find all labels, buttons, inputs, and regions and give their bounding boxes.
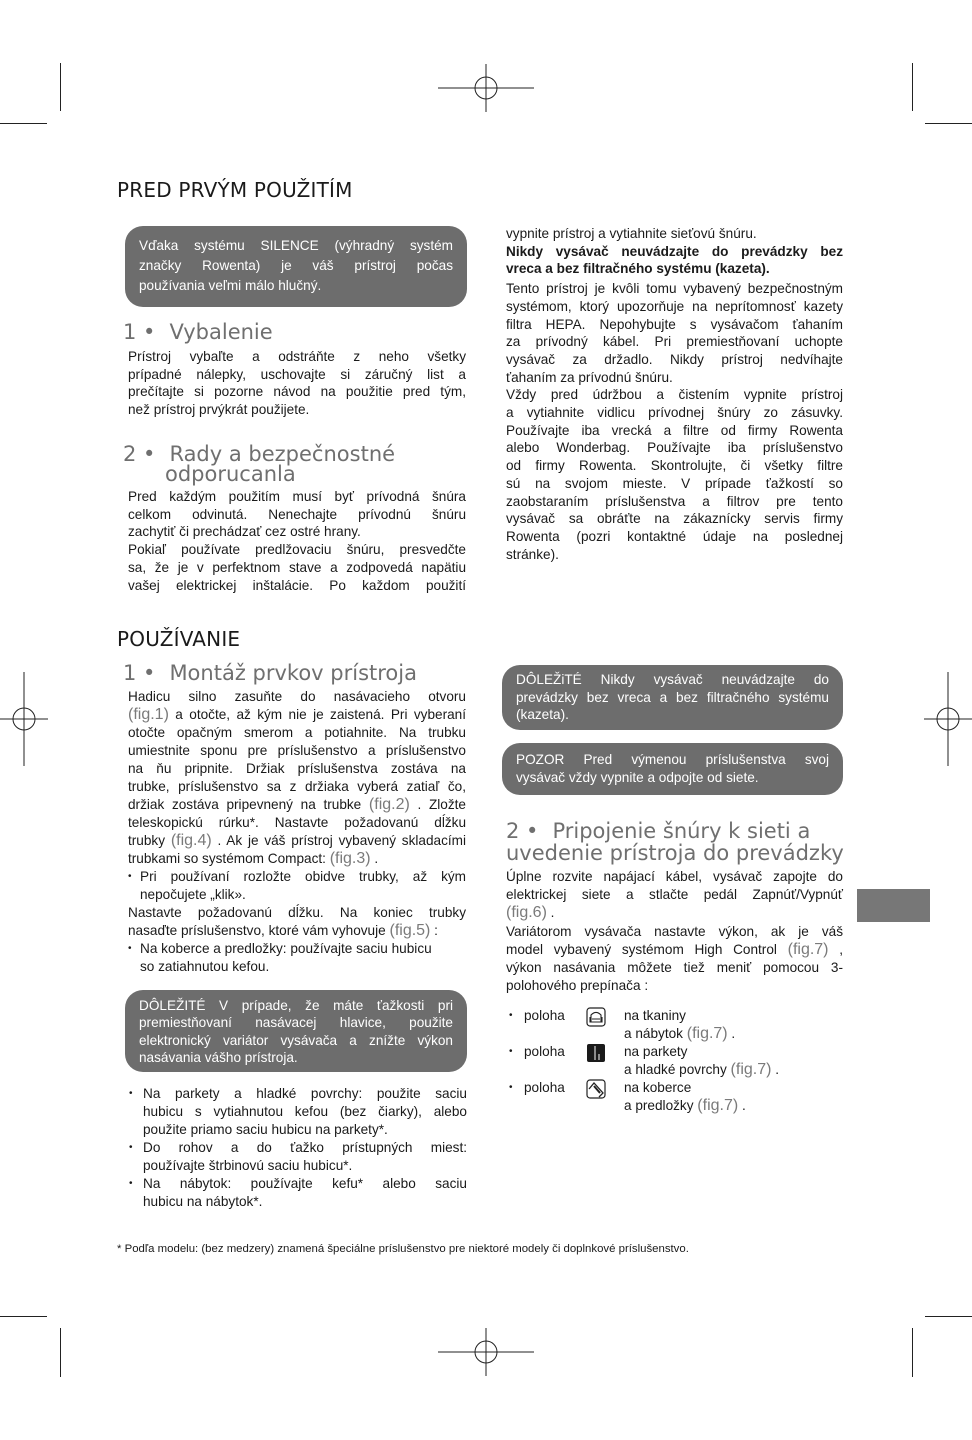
- figure-ref: (fig.7): [787, 940, 829, 958]
- text-line: vysávač za držadlo. Nikdy prístroj nedvíhajte: [506, 351, 843, 367]
- text-line: elektrickej siete a stlačte pedál Zapnúť/Vypnúť: [506, 887, 843, 903]
- figure-ref: (fig.7): [697, 1097, 739, 1114]
- text-line: použite priamo saciu hubicu na parkety*.: [143, 1122, 388, 1137]
- text-line: ťahaním za prívodnú šnúru.: [506, 369, 673, 385]
- text-line: [128, 832, 466, 850]
- heading-text: Vybalenie: [169, 320, 273, 344]
- language-tab: [857, 889, 930, 922]
- figure-ref: (fig.5): [389, 922, 431, 939]
- text-line: hubicu na nábytok*.: [143, 1194, 263, 1209]
- text: trubky: [128, 833, 171, 848]
- box-line: premiestňovaní nasávacej hlavice, použite: [139, 1015, 453, 1031]
- box-line: nasávania vášho prístroja.: [139, 1050, 298, 1066]
- silence-info-box: [125, 226, 467, 307]
- list-item: [129, 1139, 467, 1175]
- text: nasaďte príslušenstvo, ktoré vám vyhovuje: [128, 923, 390, 938]
- text-line: prípadné nálepky, uschovajte si záručný list a: [128, 366, 466, 382]
- text-line: systémom, ktorý upozorňuje na neprítomnosť kazety: [506, 298, 843, 314]
- section-title-pouzivanie: POUŽÍVANIE: [117, 627, 241, 651]
- box-line: (kazeta).: [516, 707, 569, 723]
- text-line: nepočujete „klik».: [140, 887, 246, 902]
- text: :: [430, 923, 438, 938]
- box-line: prevádzky bez vreca a bez filtračného systému: [516, 689, 829, 705]
- position-item: • poloha na parkety a hladké povrchy (fig.7) .: [509, 1044, 780, 1078]
- text-line: od firmy Rowenta. Skontrolujte, či všetky filtre: [506, 458, 843, 474]
- text-line: [128, 922, 466, 940]
- position-label: poloha: [524, 1044, 565, 1059]
- heading-number: 2 •: [506, 819, 539, 843]
- box-line: vysávač vždy vypnite a odpojte od siete.: [516, 770, 759, 785]
- text: .: [546, 905, 555, 921]
- text: a nábytok: [624, 1026, 687, 1041]
- registration-target-icon: [0, 672, 48, 766]
- box-line: DÔLEŽiTÉ Nikdy vysávač neuvádzajte do: [516, 672, 829, 687]
- text: .: [370, 851, 379, 866]
- position-label: poloha: [524, 1008, 565, 1023]
- position-description: [624, 1007, 735, 1043]
- heading-text: Pripojenie šnúry k sieti a: [552, 819, 811, 843]
- list-item: [129, 1085, 467, 1139]
- text-line: umiestnite sponu pre príslušenstvo a príslušenstvo: [128, 743, 466, 758]
- armchair-icon: [586, 1007, 606, 1027]
- figure-ref: (fig.3): [329, 850, 371, 867]
- text-line: sa, že je v perfektnom stave a zodpovedá napätiu: [128, 559, 466, 575]
- text-line: polohového prepínača :: [506, 978, 649, 994]
- text-line: celkom odvinutá. Nenechajte prívodnú šnúru: [128, 506, 466, 522]
- text-line: vysávač sa obráťte na zákaznícky servis firmy: [506, 511, 843, 527]
- text-line: Variátorom vysávača nastavte výkon, ak je váš: [506, 923, 843, 939]
- position-description: [624, 1043, 779, 1079]
- position-label: poloha: [524, 1080, 565, 1095]
- warning-bold-line: Nikdy vysávač neuvádzajte do prevádzky bez: [506, 243, 843, 259]
- figure-ref: (fig.7): [686, 1025, 728, 1042]
- parquet-icon: [586, 1043, 606, 1063]
- text-line: trubke, príslušenstvo sa z držiaka vyberá zatiaľ čo,: [128, 779, 466, 794]
- text: a predložky: [624, 1098, 698, 1113]
- text-line: používajte štrbinovú saciu hubicu*.: [143, 1158, 353, 1173]
- box-line: elektronický variátor vysávača a znížte výkon: [139, 1032, 453, 1048]
- crop-mark: [912, 63, 913, 111]
- text: a otočte, až kým nie je zaistená. Pri vyberaní: [168, 707, 466, 722]
- position-item: • poloha na tkaniny a nábytok (fig.7) .: [509, 1008, 736, 1042]
- text: ,: [828, 941, 843, 957]
- position-item: • poloha na koberce a predložky (fig.7) .: [509, 1080, 746, 1114]
- text-line: Nastavte požadovanú dĺžku. Na koniec trubky: [128, 905, 466, 920]
- accessory-bullet-list: [129, 1085, 467, 1211]
- warning-bold-line: vreca a bez filtračného systému (kazeta).: [506, 261, 770, 277]
- text-line: Prístroj vybaľte a odstráňte z neho všetky: [128, 349, 466, 364]
- heading-text: Rady a bezpečnostné: [169, 442, 396, 466]
- carpet-icon: [586, 1079, 606, 1099]
- text-line: zaobstaraním príslušenstva a filtrov pre tento: [506, 493, 843, 509]
- text-line: vypnite prístroj a vytiahnite sieťovú šnúru.: [506, 226, 757, 241]
- text-line: vašej elektrickej inštalácie. Po každom použití: [128, 577, 466, 593]
- box-line: POZOR Pred výmenou príslušenstva svoj: [516, 752, 829, 767]
- text-line: sú na svojom mieste. V prípade ťažkostí so: [506, 475, 843, 491]
- text-line: [506, 941, 843, 959]
- text-line: stránke).: [506, 546, 559, 562]
- text: na parkety: [624, 1044, 688, 1059]
- text-line: Pokiaľ používate predlžovaciu šnúru, presvedčte: [128, 542, 466, 558]
- text: .: [738, 1098, 746, 1113]
- heading-text: odporucanla: [165, 462, 296, 486]
- text-line: [128, 706, 466, 724]
- important-box-right: [502, 665, 843, 730]
- figure-ref: (fig.6): [506, 904, 547, 922]
- text-line: alebo Wonderbag. Používajte iba príslušenstvo: [506, 440, 843, 456]
- text: .: [771, 1062, 780, 1077]
- text-line: zachytiť či prechádzať cez ostré hrany.: [128, 524, 361, 540]
- text-line: na ňu pripnite. Držiak príslušenstva zostáva na: [128, 761, 466, 776]
- text-line: než prístroj prvýkrát použijete.: [128, 402, 310, 418]
- box-line: DÔLEŽITÉ V prípade, že máte ťažkosti pri: [139, 998, 453, 1013]
- heading-text: Montáž prvkov prístroja: [169, 661, 417, 685]
- text-line: so zatiahnutou kefou.: [140, 959, 270, 974]
- text-line: Používajte iba vrecká a filtre od firmy Rowenta: [506, 422, 843, 438]
- text: držiak zostáva pripevnený na trubke: [128, 797, 369, 812]
- text-line: [128, 796, 466, 814]
- heading-text: uvedenie prístroja do prevádzky: [506, 841, 844, 865]
- text: na koberce: [624, 1080, 692, 1095]
- crop-mark: [60, 63, 61, 111]
- text: na tkaniny: [624, 1008, 686, 1023]
- heading-number: 1 •: [123, 661, 156, 685]
- important-box-left: [125, 990, 467, 1072]
- text: Na koberce a predložky: používajte saciu hubicu: [140, 941, 432, 956]
- text: . Ak je váš prístroj vybavený skladacími: [211, 833, 467, 848]
- text-line: Úplne rozvite napájací kábel, vysávač zapojte do: [506, 869, 843, 884]
- figure-ref: (fig.7): [730, 1061, 772, 1078]
- text-line: Tento prístroj je kvôli tomu vybavený bezpečnostným: [506, 281, 843, 297]
- registration-target-icon: [438, 64, 534, 112]
- list-item: [129, 1175, 467, 1211]
- text-line: otočte opačným smerom a potiahnite. Na trubku: [128, 725, 466, 740]
- registration-target-icon: [438, 1328, 534, 1376]
- position-description: [624, 1079, 746, 1115]
- text-line: [128, 850, 466, 868]
- text-line: za prívodný kábel. Pri premiestňovaní uchopte: [506, 334, 843, 350]
- figure-ref: (fig.1): [128, 706, 169, 723]
- crop-mark: [0, 123, 47, 124]
- box-line: Vďaka systému SILENCE (výhradný systém: [139, 238, 453, 253]
- crop-mark: [925, 1316, 972, 1317]
- heading-number: 1 •: [123, 320, 156, 344]
- crop-mark: [60, 1328, 61, 1377]
- heading-vybalenie: [123, 322, 273, 342]
- paragraph-vybalenie: [128, 348, 466, 419]
- section-title-pred-prvym-pouzitim: PRED PRVÝM POUŽITÍM: [117, 178, 353, 202]
- heading-number: 2 •: [123, 442, 156, 466]
- text-line: prečítajte si pozorne návod na použitie pred tým,: [128, 384, 466, 400]
- text-line: Vždy pred údržbou a čistením vypnite prístroj: [506, 387, 843, 403]
- text-line: • Do rohov a do ťažko prístupných miest:: [143, 1140, 467, 1155]
- text-line: Hadicu silno zasuňte do nasávacieho otvoru: [128, 689, 466, 704]
- figure-ref: (fig.2): [368, 796, 410, 813]
- text-line: filtra HEPA. Nepohybujte s vysávačom ťahaním: [506, 316, 843, 332]
- heading-montaz: [123, 663, 417, 683]
- text-line: Rowenta (pozri kontaktné údaje na poslednej: [506, 528, 843, 544]
- text: trubkami so systémom Compact:: [128, 851, 330, 866]
- text: .: [727, 1026, 736, 1041]
- bullet-line: • Pri používaní rozložte obidve trubky, až kým: [128, 869, 466, 884]
- registration-target-icon: [924, 672, 972, 766]
- crop-mark: [912, 1328, 913, 1377]
- paragraph-montaz: [128, 688, 466, 976]
- text-line: a vytiahnite vidlicu prívodnej šnúry zo zásuvky.: [506, 405, 843, 421]
- text-line: výkon nasávania môžete tiež meniť pomocou 3-: [506, 960, 843, 976]
- text: model vybavený systémom High Control: [506, 941, 788, 957]
- figure-ref: (fig.4): [170, 832, 212, 849]
- paragraph-pripojenie: [506, 868, 843, 995]
- heading-rady: [123, 444, 395, 484]
- crop-mark: [0, 1316, 47, 1317]
- text-line: Pred každým použitím musí byť prívodná šnúra: [128, 489, 466, 504]
- paragraph-safety-right: [506, 225, 843, 563]
- text-line: • Na nábytok: používajte kefu* alebo saciu: [143, 1176, 467, 1191]
- caution-box: [502, 743, 843, 795]
- crop-mark: [925, 123, 972, 124]
- bullet-line: • Na koberce a predložky: používajte saciu hubicu: [128, 941, 432, 956]
- text-line: [506, 904, 843, 922]
- paragraph-rady: [128, 488, 466, 594]
- footnote: * Podľa modelu: (bez medzery) znamená špeciálne príslušenstvo pre niektoré modely či doplnkové príslušenstvo.: [117, 1243, 689, 1255]
- text-line: • Na parkety a hladké povrchy: použite saciu: [143, 1086, 467, 1101]
- heading-pripojenie: [506, 820, 844, 864]
- text: a hladké povrchy: [624, 1062, 731, 1077]
- text-line: hubicu s vytiahnutou kefou (bez čiarky), alebo: [143, 1104, 467, 1119]
- text: . Zložte: [409, 797, 466, 812]
- switch-positions-list: [506, 1007, 843, 1115]
- text: Pri používaní rozložte obidve trubky, až kým: [140, 869, 466, 884]
- box-line: značky Rowenta) je váš prístroj počas: [139, 258, 453, 273]
- box-line: používania veľmi málo hlučný.: [139, 278, 322, 293]
- text-line: teleskopickú rúrku*. Nastavte požadovanú dĺžku: [128, 815, 466, 830]
